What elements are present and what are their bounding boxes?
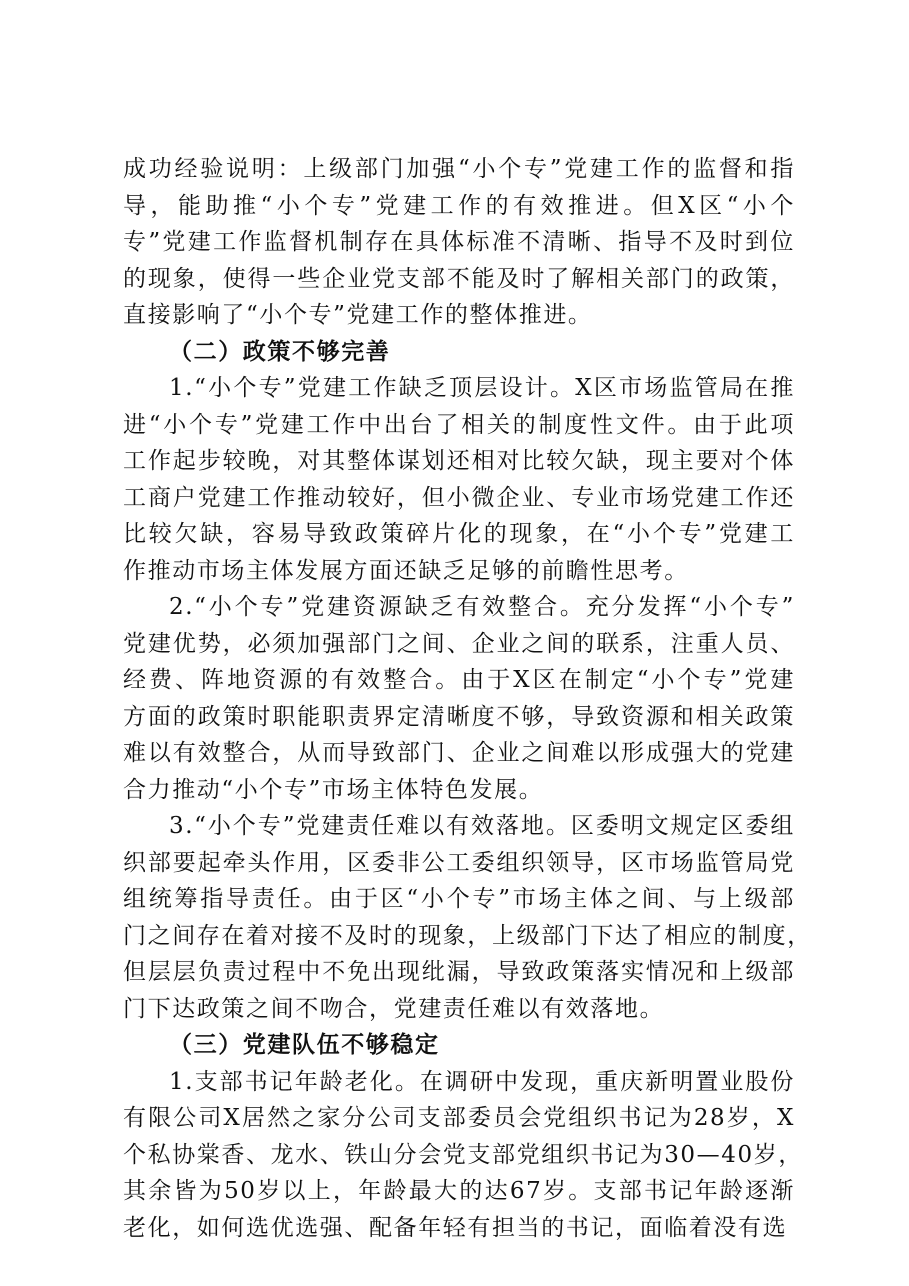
paragraph: [123, 1064, 803, 1247]
section-heading: [123, 1027, 795, 1064]
text-line: 直接影响了“小个专”党建工作的整体推进。: [123, 302, 593, 328]
text-line: 作推动市场主体发展方面还缺乏足够的前瞻性思考。: [123, 557, 689, 584]
text-line: 老化，如何选优选强、配备年轻有担当的书记，面临着没有选: [123, 1214, 788, 1241]
text-line: 但层层负责过程中不免出现纰漏，导致政策落实情况和上级部: [123, 959, 795, 985]
paragraph: [123, 151, 795, 334]
text-line: 门之间存在着对接不及时的现象，上级部门下达了相应的制度，: [123, 922, 812, 949]
text-line: 组统筹指导责任。由于区“小个专”市场主体之间、与上级部: [123, 886, 795, 912]
text-line: 比较欠缺，容易导致政策碎片化的现象，在“小个专”党建工: [123, 521, 795, 547]
text-line: 工商户党建工作推动较好，但小微企业、专业市场党建工作还: [123, 484, 795, 511]
text-line: 经费、阵地资源的有效整合。由于X区在制定“小个专”党建: [123, 667, 795, 693]
text-line: 1.“小个专”党建工作缺乏顶层设计。X区市场监管局在推: [169, 375, 795, 401]
text-line: 导，能助推“小个专”党建工作的有效推进。但X区“小个: [123, 192, 795, 219]
text-line: 成功经验说明：上级部门加强“小个专”党建工作的监督和指: [123, 156, 795, 182]
text-line: 其余皆为50岁以上，年龄最大的达67岁。支部书记年龄逐渐: [123, 1178, 795, 1204]
document-body: [123, 151, 812, 1246]
text-line: 进“小个专”党建工作中出台了相关的制度性文件。由于此项: [123, 411, 795, 438]
text-line: 工作起步较晚，对其整体谋划还相对比较欠缺，现主要对个体: [123, 448, 795, 474]
text-line: 党建优势，必须加强部门之间、企业之间的联系，注重人员、: [123, 630, 795, 657]
text-line: 难以有效整合，从而导致部门、企业之间难以形成强大的党建: [123, 740, 795, 766]
text-line: 个私协棠香、龙水、铁山分会党支部党组织书记为30—40岁，: [123, 1141, 803, 1168]
paragraph: [123, 589, 795, 808]
text-line: 2.“小个专”党建资源缺乏有效整合。充分发挥“小个专”: [169, 594, 795, 620]
text-line: 合力推动“小个专”市场主体特色发展。: [123, 776, 544, 803]
text-line: 织部要起牵头作用，区委非公工委组织领导，区市场监管局党: [123, 849, 795, 876]
paragraph: [123, 808, 812, 1027]
text-line: （三）党建队伍不够稳定: [169, 1031, 440, 1058]
text-line: 3.“小个专”党建责任难以有效落地。区委明文规定区委组: [169, 813, 795, 839]
section-heading: [123, 334, 795, 371]
text-line: 方面的政策时职能职责界定清晰度不够，导致资源和相关政策: [123, 703, 795, 730]
paragraph: [123, 370, 795, 589]
text-line: 的现象，使得一些企业党支部不能及时了解相关部门的政策，: [123, 265, 795, 292]
text-line: 有限公司X居然之家分公司支部委员会党组织书记为28岁，X: [123, 1105, 795, 1131]
text-line: 1.支部书记年龄老化。在调研中发现，重庆新明置业股份: [169, 1068, 795, 1095]
text-line: （二）政策不够完善: [169, 337, 391, 365]
text-line: 专”党建工作监督机制存在具体标准不清晰、指导不及时到位: [123, 229, 795, 255]
text-line: 门下达政策之间不吻合，党建责任难以有效落地。: [123, 995, 665, 1022]
